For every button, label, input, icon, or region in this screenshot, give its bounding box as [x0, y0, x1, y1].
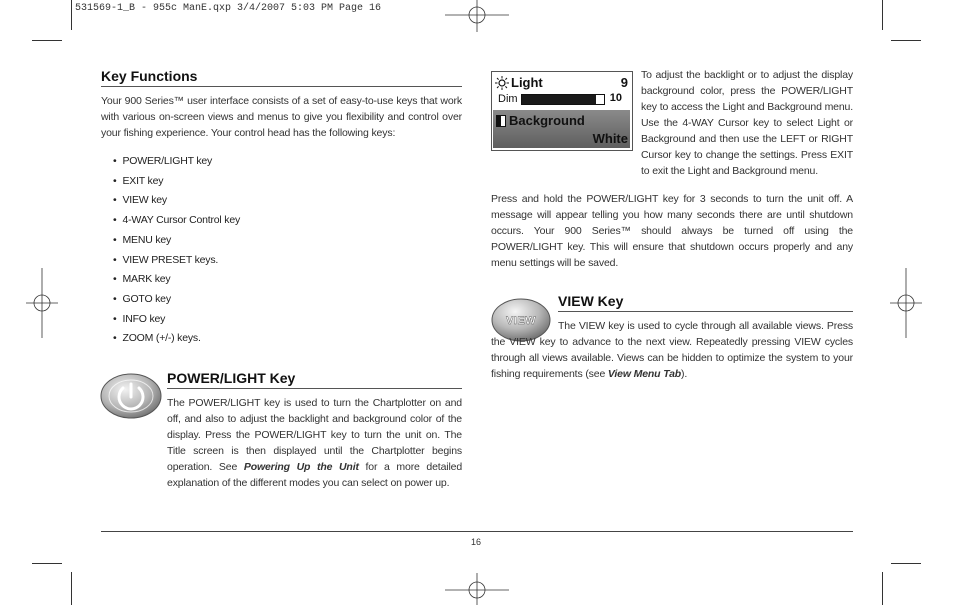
power-button-icon	[100, 373, 162, 419]
dim-label: Dim	[498, 93, 518, 105]
backlight-instructions: To adjust the backlight or to adjust the display background color, press the POWER/LIGHT key to access the Light and Background menu. Use the 4-WAY Cursor key to select Light or Background and then use the LEFT or RIGHT Cursor key to change the settings. Press EXIT to exit the Light and Background menu.	[641, 69, 853, 177]
list-item: • EXIT key	[113, 172, 240, 192]
print-slug: 531569-1_B - 955c ManE.qxp 3/4/2007 5:03 PM Page 16	[75, 3, 382, 14]
background-row	[493, 110, 630, 148]
view-key-heading: VIEW Key	[558, 293, 624, 309]
background-value: White	[592, 131, 628, 146]
list-item: • POWER/LIGHT key	[113, 152, 240, 172]
dim-level-bar	[521, 94, 605, 105]
power-light-text: The POWER/LIGHT key is used to turn the Chartplotter on and off, and also to adjust the backlight and background color of the display. Press the POWER/LIGHT key to turn the unit on. The Title screen is then displayed until the Chartplotter begins operation. See	[167, 397, 462, 473]
heading-rule	[558, 311, 853, 312]
dim-value: 10	[609, 92, 622, 104]
light-value: 9	[620, 75, 628, 90]
sun-icon	[495, 76, 509, 90]
list-item: • MARK key	[113, 270, 240, 290]
shutdown-instructions: Press and hold the POWER/LIGHT key for 3 seconds to turn the unit off. A message will appear telling you how many seconds there are until shutdown occurs. Your 900 Series™ should always be turned off using the POWER/LIGHT key. This will ensure that shutdown occurs properly and any menu settings will be saved.	[491, 193, 853, 269]
list-item: • VIEW key	[113, 191, 240, 211]
power-light-text: for a more detailed explanation of the different modes you can select on power up.	[167, 461, 463, 489]
crop-mark	[882, 0, 883, 30]
light-label: Light	[511, 75, 543, 90]
list-item: • ZOOM (+/-) keys.	[113, 329, 240, 349]
key-functions-intro: Your 900 Series™ user interface consists of a set of easy-to-use keys that work with various on-screen views and menus to give you flexibility and control over your fishing experience. Your control head has the following keys:	[101, 95, 462, 139]
footer-rule	[101, 531, 853, 532]
crop-mark	[71, 572, 72, 605]
list-item: • VIEW PRESET keys.	[113, 251, 240, 271]
power-light-heading: POWER/LIGHT Key	[167, 370, 296, 386]
crop-mark	[32, 563, 62, 564]
view-button-label: VIEW	[505, 315, 537, 327]
registration-mark-icon	[26, 268, 58, 338]
light-background-menu	[491, 71, 633, 151]
registration-mark-icon	[890, 268, 922, 338]
view-key-text: The VIEW key is used to cycle through all available views. Press the VIEW key to advance to the next view. Repeatedly pressing VIEW cycles through all views available. Views can be hidden to optimize the system to your fishing requirements (see	[491, 320, 853, 380]
list-item: • MENU key	[113, 231, 240, 251]
crop-mark	[891, 563, 921, 564]
key-list	[113, 152, 240, 349]
heading-rule	[101, 86, 462, 87]
background-icon	[496, 115, 506, 127]
view-menu-tab-reference: View Menu Tab	[607, 368, 682, 380]
list-item: • INFO key	[113, 310, 240, 330]
view-key-text: ).	[681, 368, 688, 380]
crop-mark	[882, 572, 883, 605]
list-item: • 4-WAY Cursor Control key	[113, 211, 240, 231]
list-item: • GOTO key	[113, 290, 240, 310]
power-light-body	[167, 395, 462, 491]
crop-mark	[32, 40, 62, 41]
background-label: Background	[509, 113, 585, 128]
crop-mark	[891, 40, 921, 41]
dim-level-fill	[522, 95, 596, 104]
powering-up-reference: Powering Up the Unit	[243, 461, 359, 473]
page-number: 16	[471, 537, 482, 547]
registration-mark-icon	[445, 573, 509, 605]
crop-mark	[71, 0, 72, 30]
heading-rule	[167, 388, 462, 389]
key-functions-heading: Key Functions	[101, 68, 198, 84]
view-key-body	[491, 318, 853, 382]
registration-mark-icon	[445, 0, 509, 32]
